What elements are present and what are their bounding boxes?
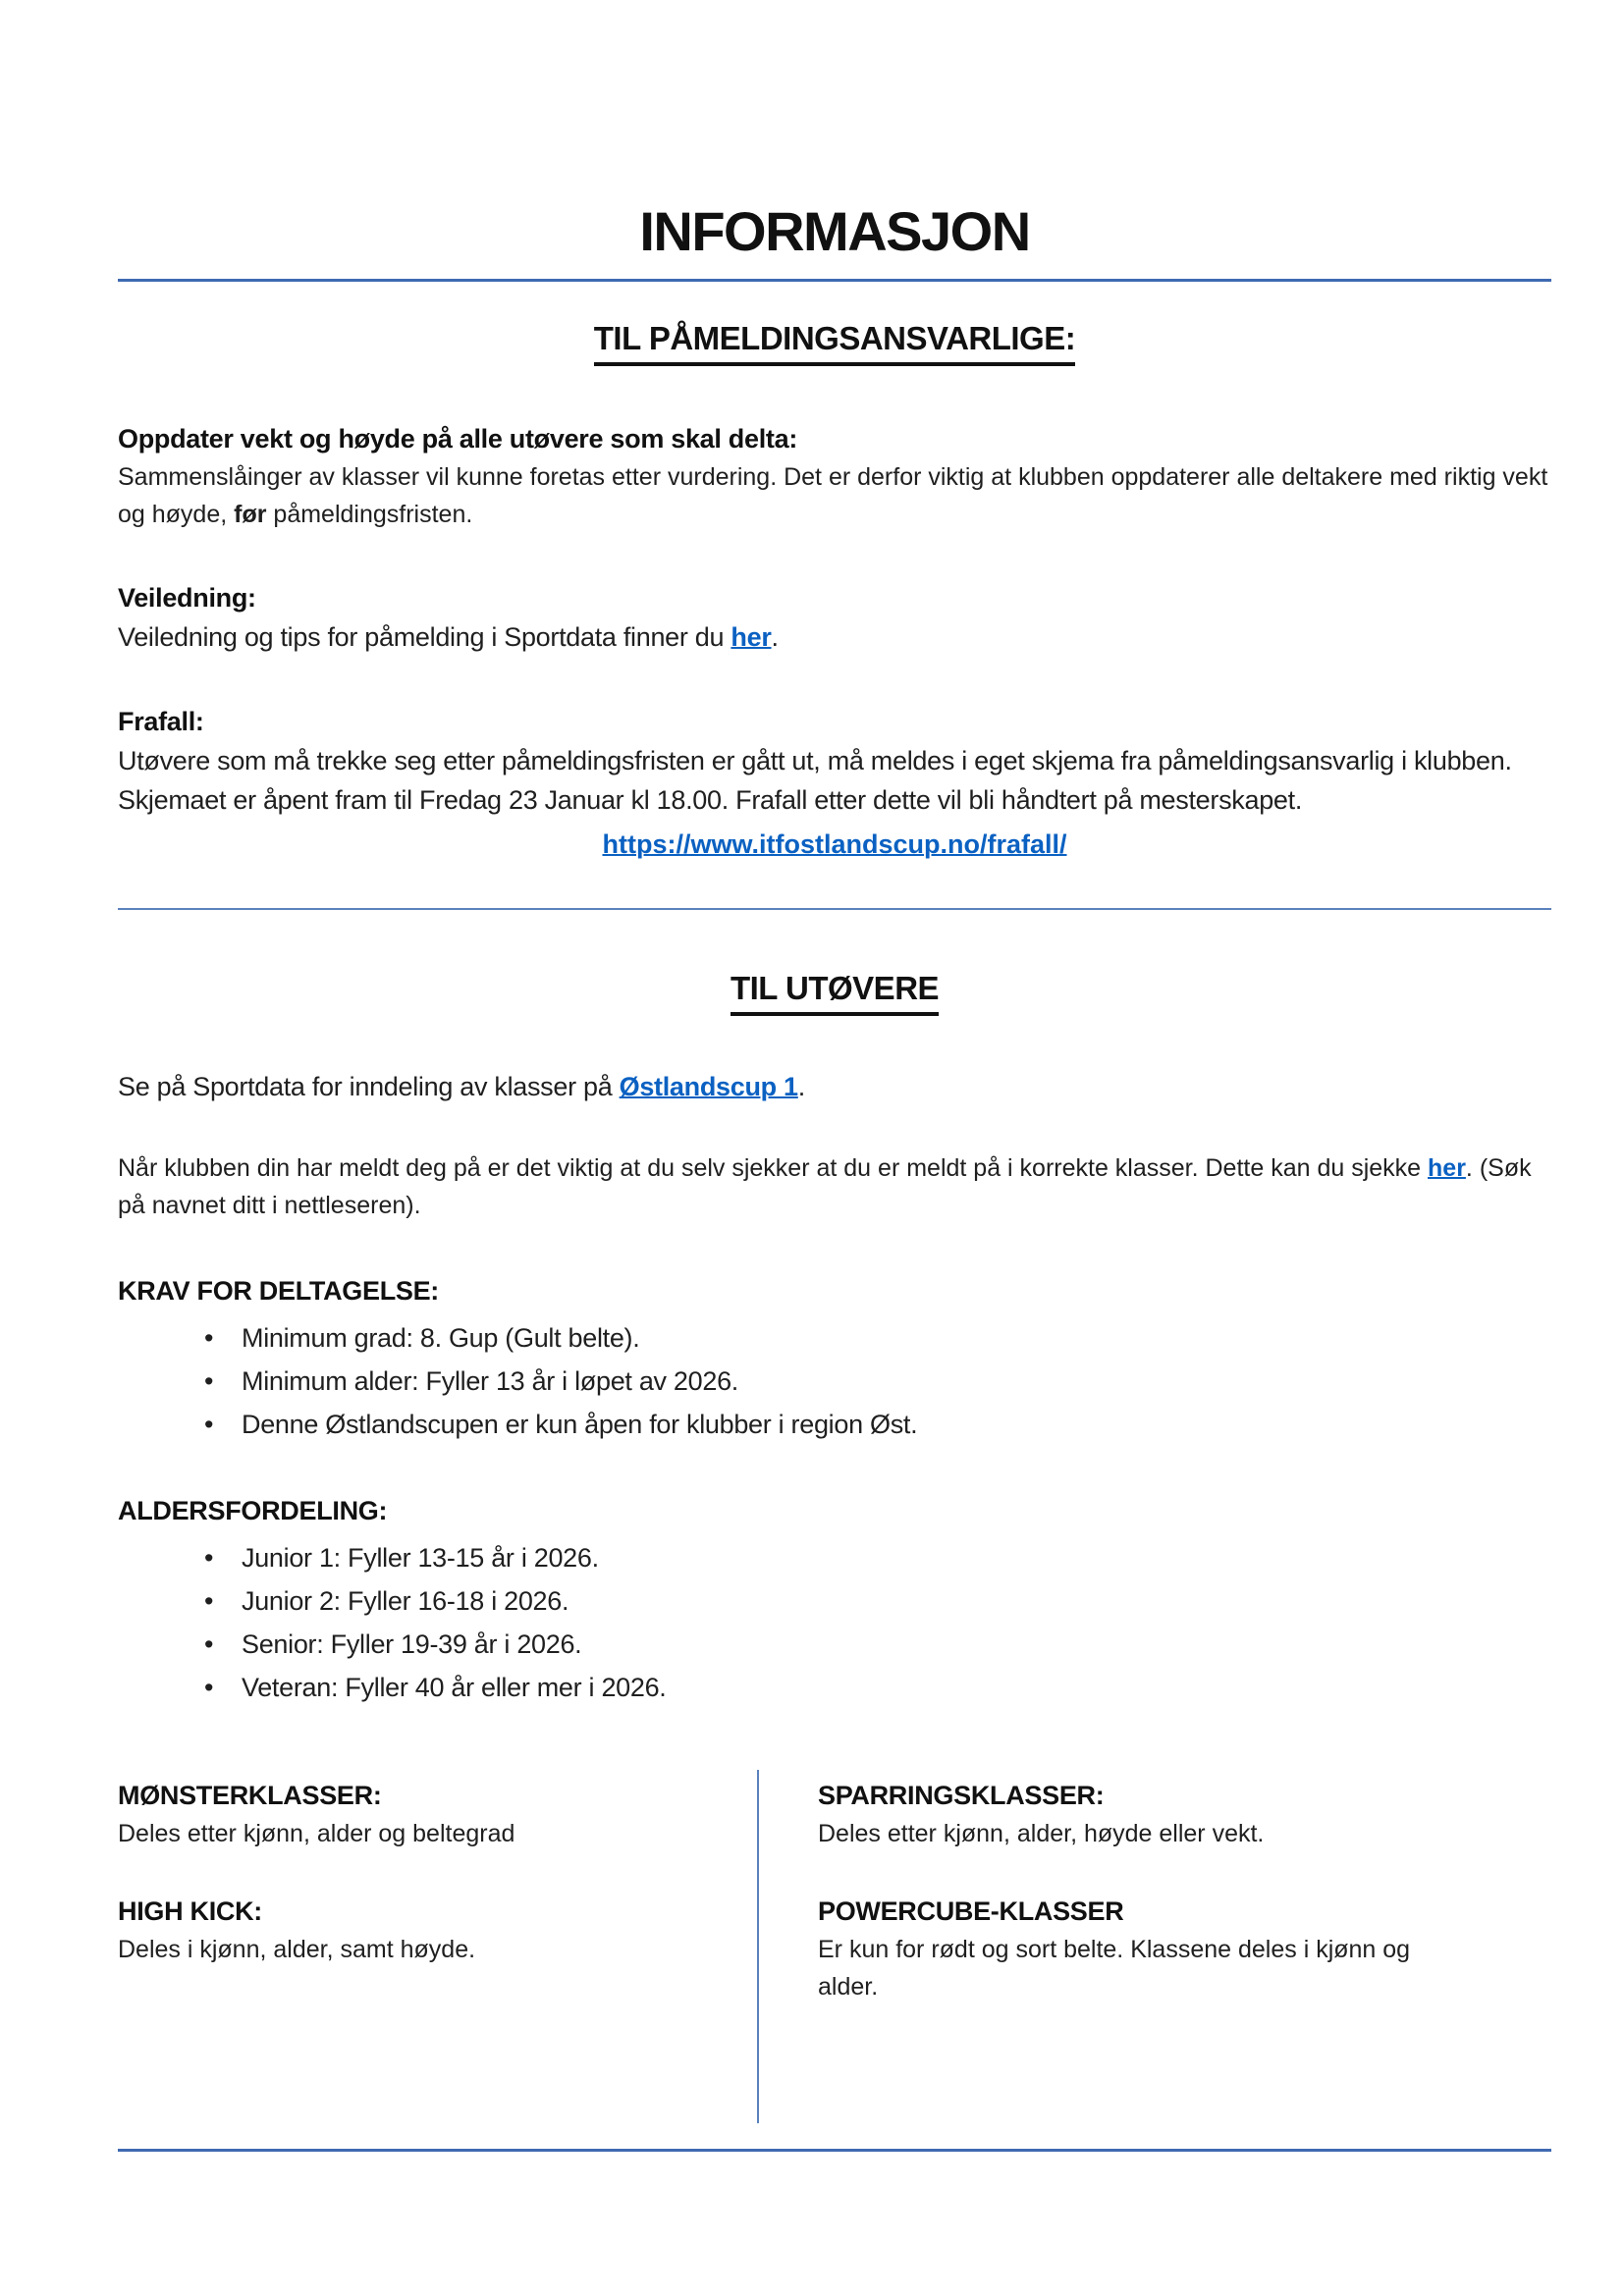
update-paragraph xyxy=(118,458,1551,533)
sparring-heading: SPARRINGSKLASSER: xyxy=(818,1781,1105,1810)
veiledning-heading: Veiledning: xyxy=(118,583,256,613)
list-item: • Denne Østlandscupen er kun åpen for klubber i region Øst. xyxy=(204,1403,1551,1446)
sparring-text: Deles etter kjønn, alder, høyde eller vekt. xyxy=(818,1820,1265,1847)
powercube-heading: POWERCUBE-KLASSER xyxy=(818,1896,1124,1926)
veiledning-her-link[interactable]: her xyxy=(731,622,772,652)
sportdata-text-end: . xyxy=(797,1072,805,1101)
document-content xyxy=(118,0,1551,2152)
check-text-end: . (Søk på navnet ditt i nettleseren). xyxy=(118,1154,1532,1219)
alder-block xyxy=(118,1491,1551,1709)
list-item: • Junior 1: Fyller 13-15 år i 2026. xyxy=(204,1536,1551,1579)
update-heading: Oppdater vekt og høyde på alle utøvere som skal delta: xyxy=(118,424,798,454)
column-left xyxy=(118,1770,757,2123)
highkick-heading: HIGH KICK: xyxy=(118,1896,262,1926)
list-item: • Junior 2: Fyller 16-18 i 2026. xyxy=(204,1579,1551,1623)
highkick-text: Deles i kjønn, alder, samt høyde. xyxy=(118,1936,476,1963)
section-registration-heading: TIL PÅMELDINGSANSVARLIGE: xyxy=(118,317,1551,366)
ostlandscup-link[interactable]: Østlandscup 1 xyxy=(619,1072,798,1101)
check-text-start: Når klubben din har meldt deg på er det viktig at du selv sjekker at du er meldt på i korrekte klasser. Dette kan du sjekke xyxy=(118,1154,1429,1182)
krav-heading: KRAV FOR DELTAGELSE: xyxy=(118,1276,439,1306)
list-item: • Veteran: Fyller 40 år eller mer i 2026. xyxy=(204,1666,1551,1709)
middle-divider-line xyxy=(118,908,1551,910)
list-item: • Senior: Fyller 19-39 år i 2026. xyxy=(204,1623,1551,1666)
krav-list xyxy=(118,1316,1551,1446)
monster-heading: MØNSTERKLASSER: xyxy=(118,1781,382,1810)
alder-heading: ALDERSFORDELING: xyxy=(118,1496,388,1525)
update-text-bold: før xyxy=(234,501,267,528)
frafall-block xyxy=(118,702,1551,865)
check-her-link[interactable]: her xyxy=(1428,1154,1466,1182)
frafall-link-line xyxy=(118,824,1551,865)
frafall-url-link[interactable]: https://www.itfostlandscup.no/frafall/ xyxy=(602,829,1067,859)
monster-text: Deles etter kjønn, alder og beltegrad xyxy=(118,1820,515,1847)
bottom-divider-line xyxy=(118,2149,1551,2152)
veiledning-block xyxy=(118,578,1551,657)
list-item: • Minimum grad: 8. Gup (Gult belte). xyxy=(204,1316,1551,1360)
column-gap xyxy=(818,1852,1551,1892)
list-item: • Minimum alder: Fyller 13 år i løpet av 2026. xyxy=(204,1360,1551,1403)
column-gap xyxy=(118,1852,757,1892)
powercube-text: Er kun for rødt og sort belte. Klassene deles i kjønn og alder. xyxy=(818,1936,1411,2001)
veiledning-text-start: Veiledning og tips for påmelding i Sportdata finner du xyxy=(118,622,731,652)
frafall-paragraph: Utøvere som må trekke seg etter påmeldingsfristen er gått ut, må meldes i eget skjema fra påmeldingsansvarlig i klubben. Skjemaet er åpent fram til Fredag 23 Januar kl 18.00. Frafall etter dette vil bli håndtert på mesterskapet. xyxy=(118,746,1512,815)
veiledning-paragraph xyxy=(118,617,1551,657)
page-title: INFORMASJON xyxy=(639,200,1030,262)
update-text-start: Sammenslåinger av klasser vil kunne foretas etter vurdering. Det er derfor viktig at klubben oppdaterer alle deltakere med riktig vekt og høyde, xyxy=(118,463,1548,528)
krav-block xyxy=(118,1271,1551,1446)
veiledning-text-end: . xyxy=(771,622,779,652)
alder-list xyxy=(118,1536,1551,1709)
update-block xyxy=(118,419,1551,533)
title-divider-line xyxy=(118,279,1551,282)
column-right xyxy=(759,1770,1551,2123)
class-columns xyxy=(118,1770,1551,2123)
sportdata-paragraph xyxy=(118,1067,1551,1106)
sportdata-text-start: Se på Sportdata for inndeling av klasser på xyxy=(118,1072,620,1101)
frafall-heading: Frafall: xyxy=(118,707,204,736)
update-text-end: påmeldingsfristen. xyxy=(266,501,473,528)
check-paragraph xyxy=(118,1149,1551,1224)
section-athletes-heading: TIL UTØVERE xyxy=(118,967,1551,1016)
